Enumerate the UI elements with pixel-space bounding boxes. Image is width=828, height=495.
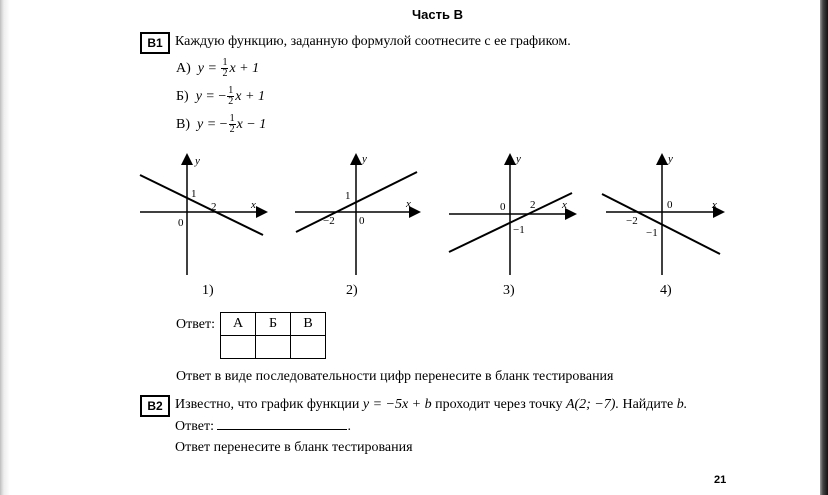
formula-a — [176, 58, 259, 79]
formula-sign: − — [219, 116, 228, 132]
formula-rest: x − 1 — [236, 116, 267, 132]
page-number: 21 — [714, 474, 727, 486]
formula-sign: − — [218, 88, 227, 104]
b1-prompt: Каждую функцию, заданную формулой соотнесите с ее графиком. — [175, 34, 571, 49]
answer-input-row — [221, 336, 326, 359]
formula-fraction: $\frac{1}{2}$ — [222, 57, 228, 79]
formula-rest: x + 1 — [229, 60, 260, 76]
y-axis-label: y — [362, 153, 367, 165]
b2-answer-tail: . — [347, 419, 351, 434]
formula-letter: Б) — [176, 88, 189, 104]
graph-3 — [444, 150, 584, 282]
b2-answer-label: Ответ: — [175, 419, 214, 434]
formula-letter: В) — [176, 116, 190, 132]
label-x-intercept: 2 — [211, 201, 217, 213]
b2-transfer-note: Ответ перенесите в бланк тестирования — [175, 440, 413, 455]
section-title: Часть B — [412, 7, 463, 22]
graph-caption-3: 3) — [503, 283, 515, 298]
answer-header-a: А — [221, 313, 256, 336]
formula-fraction: $\frac{1}{2}$ — [228, 85, 234, 107]
answer-cell-v[interactable] — [291, 336, 326, 359]
task-label-b1: B1 — [140, 32, 170, 54]
answer-cell-a[interactable] — [221, 336, 256, 359]
b2-formula: y = −5x + b — [362, 397, 432, 412]
graph-2 — [290, 150, 430, 282]
task-label-b2: B2 — [140, 395, 170, 417]
answer-table — [220, 312, 326, 359]
b2-answer-row — [175, 417, 351, 435]
formula-lhs: y = — [197, 60, 217, 76]
formula-rest: x + 1 — [235, 88, 265, 104]
b2-point: A(2; −7). — [565, 397, 619, 412]
formula-letter: А) — [176, 60, 191, 76]
label-origin: 0 — [500, 201, 506, 213]
graph-caption-2: 2) — [346, 283, 358, 298]
b2-var: b. — [676, 397, 688, 412]
formula-b — [176, 86, 265, 107]
scan-left-shadow — [0, 0, 10, 495]
graph-caption-1: 1) — [202, 283, 214, 298]
b2-prompt-part1: Известно, что график функции — [175, 397, 360, 412]
answer-header-row — [221, 313, 326, 336]
formula-lhs: y = — [197, 116, 217, 132]
label-x-intercept: −2 — [323, 215, 335, 227]
b2-answer-blank[interactable] — [217, 417, 347, 430]
y-axis-label: y — [516, 153, 521, 165]
b1-answer-label: Ответ: — [176, 317, 215, 332]
graph-1 — [135, 150, 275, 282]
graph-line — [602, 194, 720, 254]
x-axis-label: x — [406, 198, 411, 210]
x-axis-label: x — [251, 199, 256, 211]
answer-cell-b[interactable] — [256, 336, 291, 359]
label-y-intercept: −1 — [646, 227, 658, 239]
x-axis-label: x — [562, 199, 567, 211]
y-axis-label: y — [195, 155, 200, 167]
b2-prompt-part3: Найдите — [622, 397, 674, 412]
label-origin: 0 — [667, 199, 673, 211]
scan-right-border — [820, 0, 828, 495]
label-x-intercept: −2 — [626, 215, 638, 227]
answer-header-b: Б — [256, 313, 291, 336]
answer-header-v: В — [291, 313, 326, 336]
label-x-intercept: 2 — [530, 199, 536, 211]
graph-caption-4: 4) — [660, 283, 672, 298]
label-y-intercept: 1 — [191, 188, 197, 200]
label-origin: 0 — [178, 217, 184, 229]
label-y-intercept: 1 — [345, 190, 351, 202]
graph-line — [140, 175, 263, 235]
b1-transfer-note: Ответ в виде последовательности цифр перенесите в бланк тестирования — [176, 369, 614, 384]
x-axis-label: x — [712, 199, 717, 211]
b2-prompt — [175, 397, 687, 413]
formula-lhs: y = — [195, 88, 215, 104]
y-axis-label: y — [668, 153, 673, 165]
label-y-intercept: −1 — [513, 224, 525, 236]
label-origin: 0 — [359, 215, 365, 227]
graph-4 — [598, 150, 728, 282]
formula-fraction: $\frac{1}{2}$ — [229, 113, 235, 135]
b2-prompt-part2: проходит через точку — [435, 397, 563, 412]
formula-v — [176, 114, 266, 135]
